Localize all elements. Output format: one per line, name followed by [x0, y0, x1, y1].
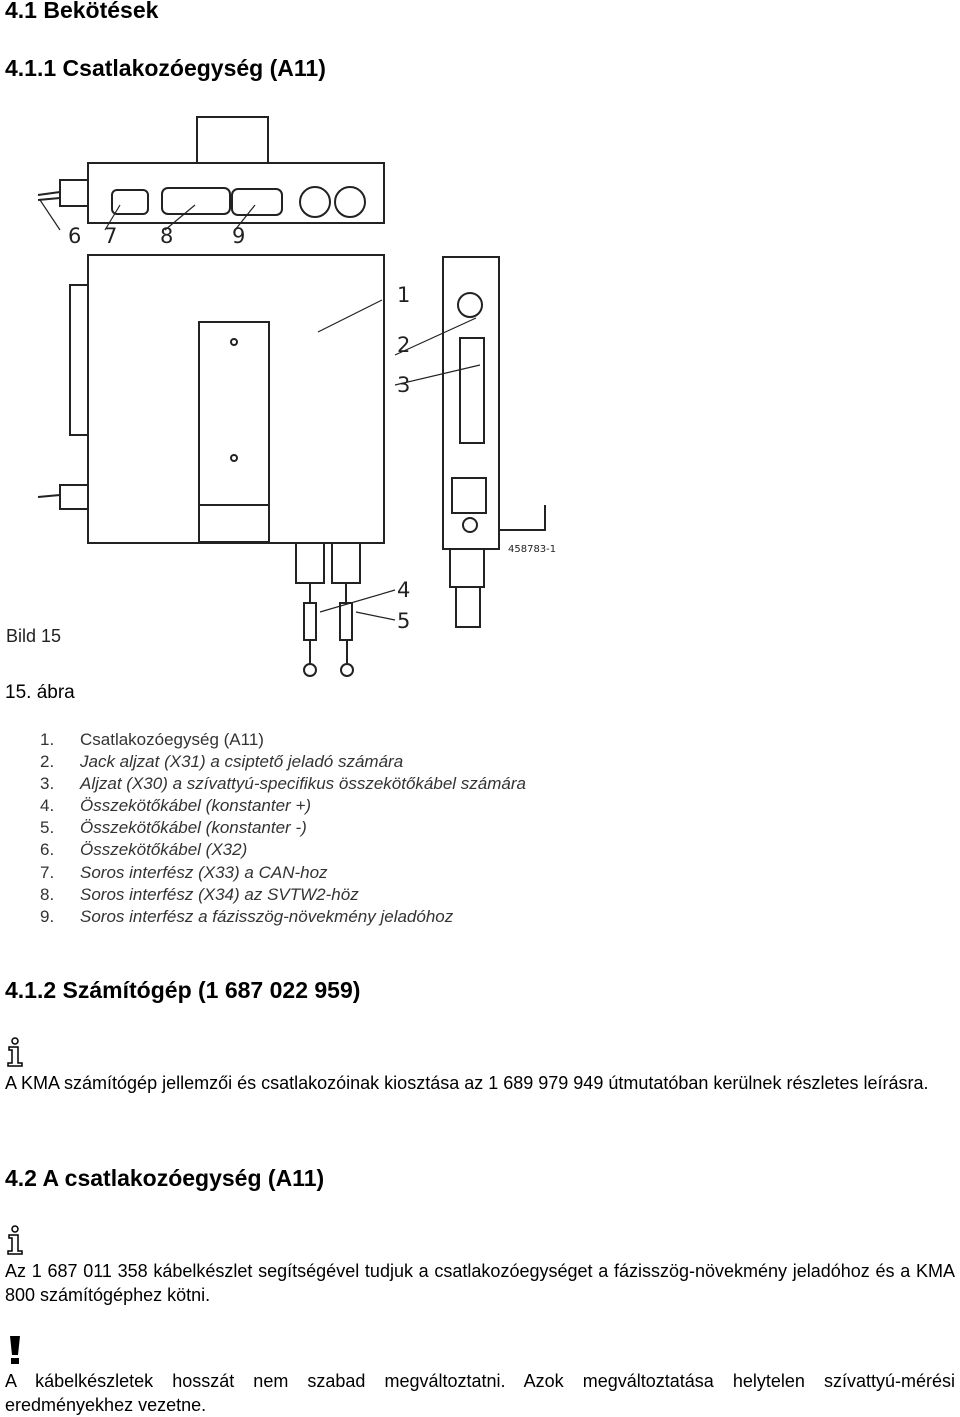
bild-label: Bild 15 [6, 626, 62, 646]
section-heading: 4.1 Bekötések [5, 0, 159, 23]
unit-heading: 4.2 A csatlakozóegység (A11) [5, 1165, 325, 1191]
list-item: 1. Csatlakozóegység (A11) [40, 730, 264, 749]
callout-9: 9 [232, 224, 246, 248]
callout-7: 7 [104, 224, 118, 248]
callout-4: 4 [397, 578, 411, 602]
list-item: 7. Soros interfész (X33) a CAN-hoz [40, 862, 328, 882]
part-number: 458783-1 [508, 544, 557, 555]
computer-heading: 4.1.2 Számítógép (1 687 022 959) [5, 977, 361, 1003]
callout-1: 1 [397, 283, 411, 307]
list-item: 4. Összekötőkábel (konstanter +) [40, 796, 312, 816]
list-item: 9. Soros interfész a fázisszög-növekmény jeladóhoz [40, 906, 454, 926]
info-icon [5, 1037, 25, 1067]
callout-5: 5 [397, 609, 411, 633]
callout-8: 8 [160, 224, 174, 248]
list-item: 3. Aljzat (X30) a szívattyú-specifikus összekötőkábel számára [40, 774, 526, 794]
callout-3: 3 [397, 373, 411, 397]
warning-icon [5, 1335, 25, 1365]
info-icon [5, 1225, 25, 1255]
list-item: 6. Összekötőkábel (X32) [40, 840, 248, 860]
figure-caption: 15. ábra [5, 682, 75, 703]
callout-2: 2 [397, 333, 411, 357]
computer-note: A KMA számítógép jellemzői és csatlakozóinak kiosztása az 1 689 979 949 útmutatóban kerülnek részletes leírásra. [5, 1073, 929, 1093]
list-item: 8. Soros interfész (X34) az SVTW2-höz [40, 884, 359, 904]
list-item: 5. Összekötőkábel (konstanter -) [40, 818, 307, 838]
legend-list [40, 729, 526, 928]
callout-6: 6 [68, 224, 82, 248]
unit-note: Az 1 687 011 358 kábelkészlet segítségével tudjuk a csatlakozóegységet a fázisszög-növekmény jeladóhoz és a KMA 800 számítógéphez kötni. [5, 1261, 955, 1305]
list-item: 2. Jack aljzat (X31) a csiptető jeladó számára [40, 752, 404, 772]
subsection-heading: 4.1.1 Csatlakozóegység (A11) [5, 55, 326, 81]
connector-unit-drawing [0, 105, 960, 695]
warning-note: A kábelkészletek hosszát nem szabad megváltoztatni. Azok megváltoztatása helytelen szívattyú-mérési eredményekhez vezetne. [5, 1371, 955, 1415]
